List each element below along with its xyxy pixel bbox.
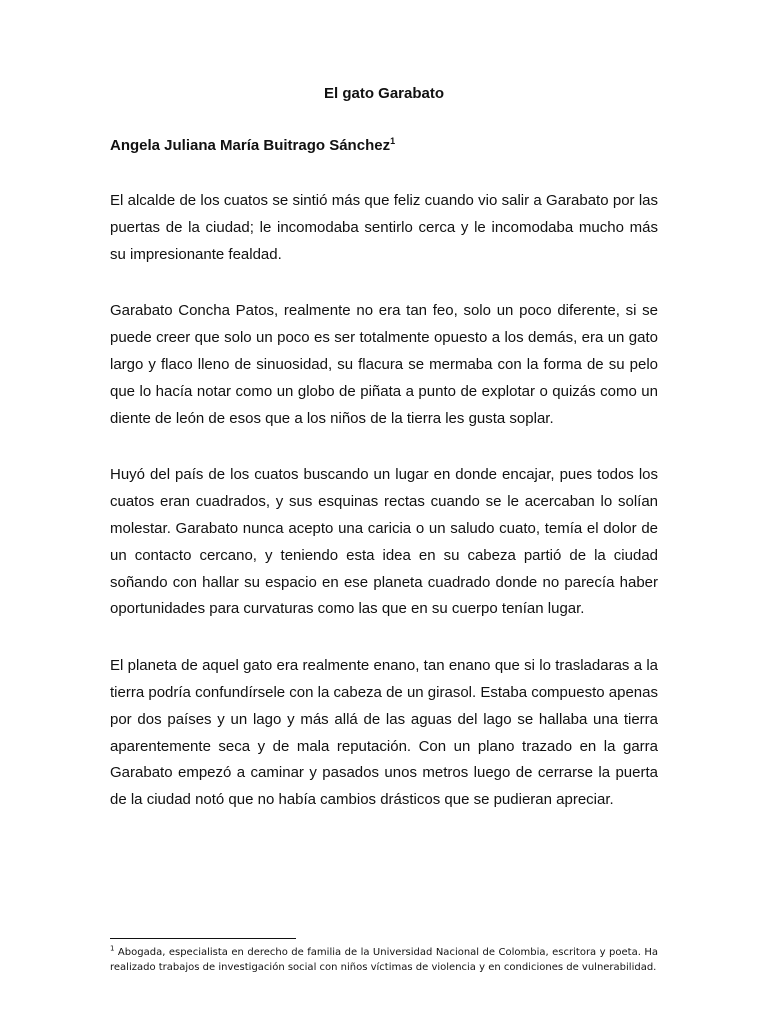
author-name: Angela Juliana María Buitrago Sánchez: [110, 137, 391, 154]
footnote-marker: 1: [110, 944, 115, 953]
footnote-divider: [110, 938, 296, 939]
paragraph-1: El alcalde de los cuatos se sintió más que feliz cuando vio salir a Garabato por las puertas de la ciudad; le incomodaba sentirlo cerca y le incomodaba mucho más su impresionante fealdad.: [110, 192, 658, 263]
paragraph-4: El planeta de aquel gato era realmente enano, tan enano que si lo trasladaras a la tierra podría confundírsele con la cabeza de un girasol. Estaba compuesto apenas por dos países y un lago y más allá de las aguas del lago se hallaba una tierra aparentemente seca y de mala reputación. Con un plano trazado en la garra Garabato empezó a caminar y pasados unos metros luego de cerrarse la puerta de la ciudad notó que no había cambios drásticos que se pudieran apreciar.: [110, 657, 658, 809]
paragraph-3: Huyó del país de los cuatos buscando un lugar en donde encajar, pues todos los cuatos eran cuadrados, y sus esquinas rectas cuando se le acercaban lo solían molestar. Garabato nunca acepto una caricia o un saludo cuato, temía el dolor de un contacto cercano, y teniendo esta idea en su cabeza partió de la ciudad soñando con hallar su espacio en ese planeta cuadrado donde no parecía haber oportunidades para curvaturas como las que en su cuerpo tenían lugar.: [110, 466, 658, 618]
author-footnote-marker: 1: [390, 136, 396, 146]
document-title: El gato Garabato: [323, 85, 445, 102]
paragraph-2: Garabato Concha Patos, realmente no era tan feo, solo un poco diferente, si se puede creer que solo un poco es ser totalmente opuesto a los demás, era un gato largo y flaco lleno de sinuosidad, su flacura se mermaba con la forma de su pelo que lo hacía notar como un globo de piñata a punto de explotar o quizás como un diente de león de esos que a los niños de la tierra les gusta soplar.: [110, 302, 658, 427]
footnote-1: [110, 945, 658, 975]
footnote-area: [110, 938, 658, 975]
document-body: [110, 82, 658, 814]
author-line: [110, 134, 658, 158]
footnote-text: Abogada, especialista en derecho de familia de la Universidad Nacional de Colombia, escritora y poeta. Ha realizado trabajos de investigación social con niños víctimas de violencia y en condiciones de vulnerabilidad.: [110, 947, 658, 973]
